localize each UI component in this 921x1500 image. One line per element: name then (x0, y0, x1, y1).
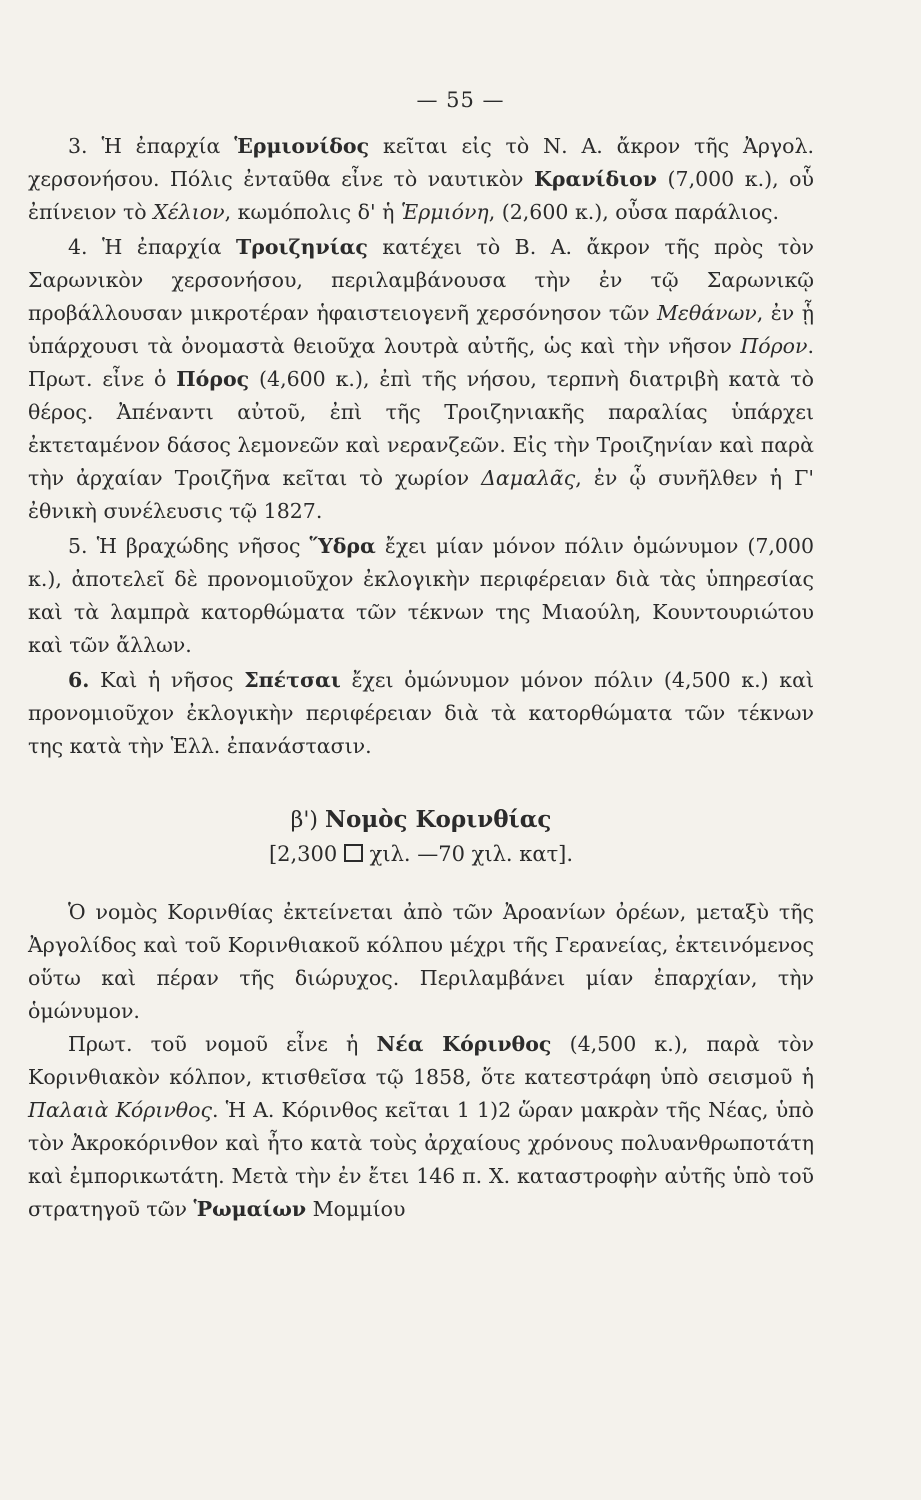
page-number: — 55 — (416, 88, 505, 112)
section-number: 4. (68, 235, 88, 259)
square-symbol-icon (344, 844, 363, 862)
section-5: 5. Ἡ βραχώδης νῆσος Ὕδρα ἔχει μίαν μόνον πόλιν ὁμώνυμον (7,000 κ.), ἀποτελεῖ δὲ προνομιοῦχον ἐκλογικὴν περιφέρειαν διὰ τὰς ὑπηρεσίας καὶ τὰ λαμπρὰ κατορθώματα τῶν τέκνων της Μιαούλη, Κουντουριώτου καὶ τῶν ἄλλων. (28, 534, 815, 657)
city-name: Νέα Κόρινθος (376, 1032, 552, 1056)
island-name: Ὕδρα (309, 534, 376, 558)
paragraph-1: Ὁ νομὸς Κορινθίας ἐκτείνεται ἀπὸ τῶν Ἀροανίων ὀρέων, μεταξὺ τῆς Ἀργολίδος καὶ τοῦ Κορινθιακοῦ κόλπου μέχρι τῆς Γερανείας, ἐκτεινόμενος οὕτω καὶ πέραν τῆς διώρυχος. Περιλαμβάνει μίαν ἐπαρχίαν, τὴν ὁμώνυμον. (28, 900, 814, 1023)
province-name: Τροιζηνίας (235, 235, 368, 259)
heading-prefix: β') (290, 808, 318, 833)
town-name: Πόρος (176, 367, 250, 391)
section-3: 3. Ἡ ἐπαρχία Ἑρμιονίδος κεῖται εἰς τὸ Ν. Α. ἄκρον τῆς Ἀργολ. χερσονήσου. Πόλις ἐνταῦθα εἶνε τὸ ναυτικὸν Κρανίδιον (7,000 κ.), οὗ ἐπίνειον τὸ Χέλιον, κωμόπολις δ' ἡ Ἑρμιόνη, (2,600 κ.), οὖσα παράλιος. (28, 134, 815, 224)
town-name: Κρανίδιον (534, 167, 657, 191)
heading-title: Νομὸς Κορινθίας (324, 806, 552, 833)
section-number: 5. (68, 534, 88, 558)
section-4: 4. Ἡ ἐπαρχία Τροιζηνίας κατέχει τὸ Β. Α. ἄκρον τῆς πρὸς τὸν Σαρωνικὸν χερσονήσου, περιλαμβάνουσα τὴν ἐν τῷ Σαρωνικῷ προβάλλουσαν μικροτέραν ἡφαιστειογενῆ χερσόνησον τῶν Μεθάνων, ἐν ᾗ ὑπάρχουσι τὰ ὀνομαστὰ θειοῦχα λουτρὰ αὐτῆς, ὡς καὶ τὴν νῆσον Πόρον. Πρωτ. εἶνε ὁ Πόρος (4,600 κ.), ἐπὶ τῆς νήσου, τερπνὴ διατριβὴ κατὰ τὸ θέρος. Ἀπέναντι αὐτοῦ, ἐπὶ τῆς Τροιζηνιακῆς παραλίας ὑπάρχει ἐκτεταμένον δάσος λεμονεῶν καὶ νερανζεῶν. Εἰς τὴν Τροιζηνίαν καὶ παρὰ τὴν ἀρχαίαν Τροιζῆνα κεῖται τὸ χωρίον Δαμαλᾶς, ἐν ᾧ συνῆλθεν ἡ Γ' ἐθνικὴ συνέλευσις τῷ 1827. (28, 235, 814, 523)
section-number: 6. (68, 668, 90, 692)
page-text (28, 128, 814, 1226)
area-line: [2,300 χιλ. —70 χιλ. κατ]. (268, 842, 574, 866)
section-number: 3. (68, 134, 88, 158)
section-heading (28, 803, 814, 838)
island-name: Σπέτσαι (244, 668, 341, 692)
province-name: Ἑρμιονίδος (234, 134, 370, 158)
paragraph-2: Πρωτ. τοῦ νομοῦ εἶνε ἡ Νέα Κόρινθος (4,500 κ.), παρὰ τὸν Κορινθιακὸν κόλπον, κτισθεῖσα τῷ 1858, ὅτε κατεστράφη ὑπὸ σεισμοῦ ἡ Παλαιὰ Κόρινθος. Ἡ Α. Κόρινθος κεῖται 1 1)2 ὥραν μακρὰν τῆς Νέας, ὑπὸ τὸν Ἀκροκόρινθον καὶ ἦτο κατὰ τοὺς ἀρχαίους χρόνους πολυανθρωποτάτη καὶ ἐμπορικωτάτη. Μετὰ τὴν ἐν ἔτει 146 π. Χ. καταστροφὴν αὐτῆς ὑπὸ τοῦ στρατηγοῦ τῶν Ῥωμαίων Μομμίου (28, 1032, 814, 1221)
section-6: 6. Καὶ ἡ νῆσος Σπέτσαι ἔχει ὁμώνυμον μόνον πόλιν (4,500 κ.) καὶ προνομιοῦχον ἐκλογικὴν περιφέρειαν διὰ τὰ κατορθώματα τῶν τέκνων της κατὰ τὴν Ἑλλ. ἐπανάστασιν. (28, 668, 815, 758)
